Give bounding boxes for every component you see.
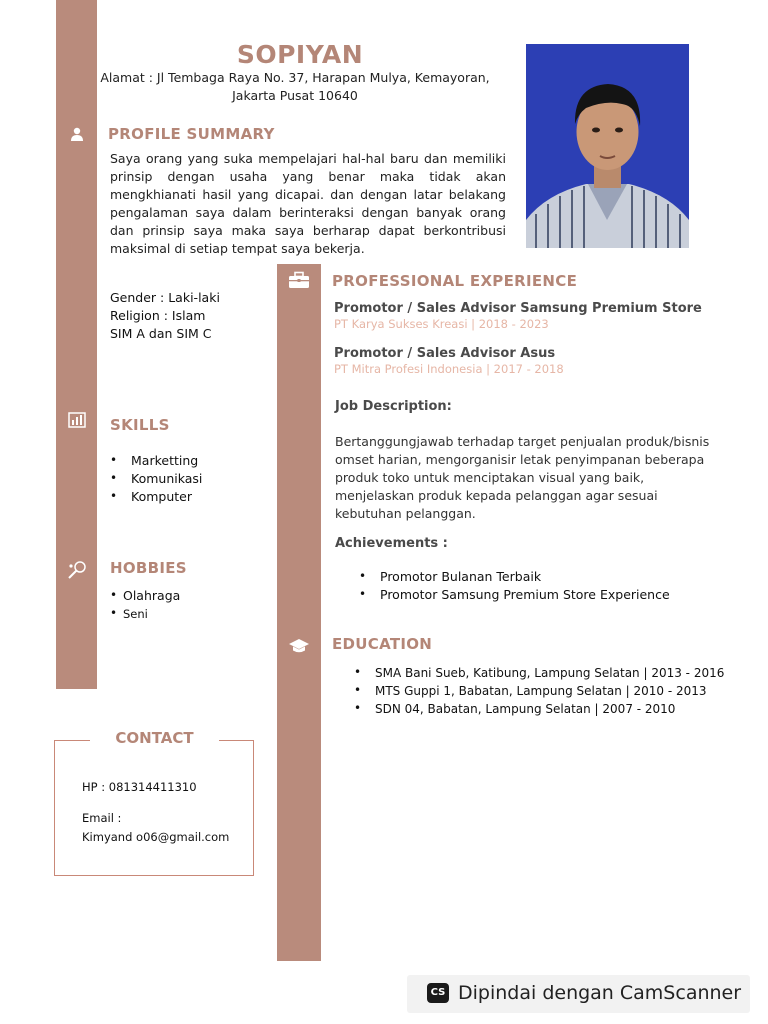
contact-title: CONTACT	[90, 729, 219, 747]
job-entry	[334, 301, 702, 331]
address-line-1: Alamat : Jl Tembaga Raya No. 37, Harapan Mulya, Kemayoran,	[100, 70, 490, 85]
left-accent-bar	[56, 0, 97, 689]
job-description-label: Job Description:	[335, 399, 452, 414]
achievement-item: • Promotor Bulanan Terbaik	[359, 568, 670, 586]
racket-icon	[56, 561, 97, 583]
candidate-name: SOPIYAN	[236, 40, 364, 69]
skills-title: SKILLS	[110, 416, 170, 434]
job-company: PT Karya Sukses Kreasi | 2018 - 2023	[334, 317, 549, 331]
person-portrait-icon	[526, 44, 689, 248]
email-label: Email :	[82, 811, 122, 825]
email-text: Kimyand o06@gmail.com	[82, 830, 230, 844]
camscanner-logo-icon: CS	[427, 983, 449, 1003]
education-item: • SMA Bani Sueb, Katibung, Lampung Selatan | 2013 - 2016	[354, 664, 724, 682]
education-item: • SDN 04, Babatan, Lampung Selatan | 2007 - 2010	[354, 700, 724, 718]
skill-item: • Komputer	[110, 488, 202, 506]
job-description-text: Bertanggungjawab terhadap target penjualan produk/bisnis omset harian, mengorganisir letak penyimpanan beberapa produk toko untuk menciptakan visual yang baik, menjelaskan produk kepada pelanggan agar sesuai kebutuhan pelanggan.	[335, 434, 710, 521]
education-item: • MTS Guppi 1, Babatan, Lampung Selatan | 2010 - 2013	[354, 682, 724, 700]
job-title: Promotor / Sales Advisor Samsung Premium Store	[334, 301, 702, 316]
graduation-cap-icon	[277, 638, 321, 658]
job-title: Promotor / Sales Advisor Asus	[334, 346, 556, 361]
hobbies-title: HOBBIES	[110, 559, 187, 577]
skills-list	[110, 452, 202, 506]
religion-text: Religion : Islam	[110, 308, 206, 323]
personal-info	[110, 289, 220, 343]
scanner-watermark-text: Dipindai dengan CamScanner	[458, 982, 742, 1004]
profile-photo	[526, 44, 689, 248]
person-icon	[56, 126, 97, 146]
hobbies-list	[110, 587, 180, 623]
skill-item: • Marketting	[110, 452, 202, 470]
job-company: PT Mitra Profesi Indonesia | 2017 - 2018	[334, 362, 564, 376]
achievement-item: • Promotor Samsung Premium Store Experience	[359, 586, 670, 604]
address-line-2: Jakarta Pusat 10640	[232, 88, 358, 103]
sim-text: SIM A dan SIM C	[110, 326, 212, 341]
education-list	[354, 664, 724, 718]
middle-accent-bar	[277, 264, 321, 961]
job-entry	[334, 346, 564, 376]
skill-item: • Komunikasi	[110, 470, 202, 488]
hobby-item: • Seni	[110, 605, 180, 623]
gender-text: Gender : Laki-laki	[110, 290, 220, 305]
experience-title: PROFESSIONAL EXPERIENCE	[332, 272, 578, 290]
contact-box	[54, 740, 254, 876]
bar-chart-icon	[56, 412, 97, 432]
hobby-item: • Olahraga	[110, 587, 180, 605]
phone-text: HP : 081314411310	[82, 780, 197, 794]
profile-summary-text: Saya orang yang suka mempelajari hal-hal baru dan memiliki prinsip dengan usaha yang benar maka tidak akan mengkhianati hasil yang dicapai. dan dengan latar belakang pengalaman saya dalam berinteraksi dengan banyak orang dan prinsip saya maka saya berharap dapat berkontribusi maksimal di setiap tempat saya bekerja.	[110, 151, 506, 256]
education-title: EDUCATION	[332, 635, 433, 653]
profile-summary-title: PROFILE SUMMARY	[108, 125, 275, 143]
achievements-label: Achievements :	[335, 536, 448, 551]
achievements-list	[359, 568, 670, 604]
briefcase-icon	[277, 271, 321, 293]
address	[100, 69, 490, 105]
